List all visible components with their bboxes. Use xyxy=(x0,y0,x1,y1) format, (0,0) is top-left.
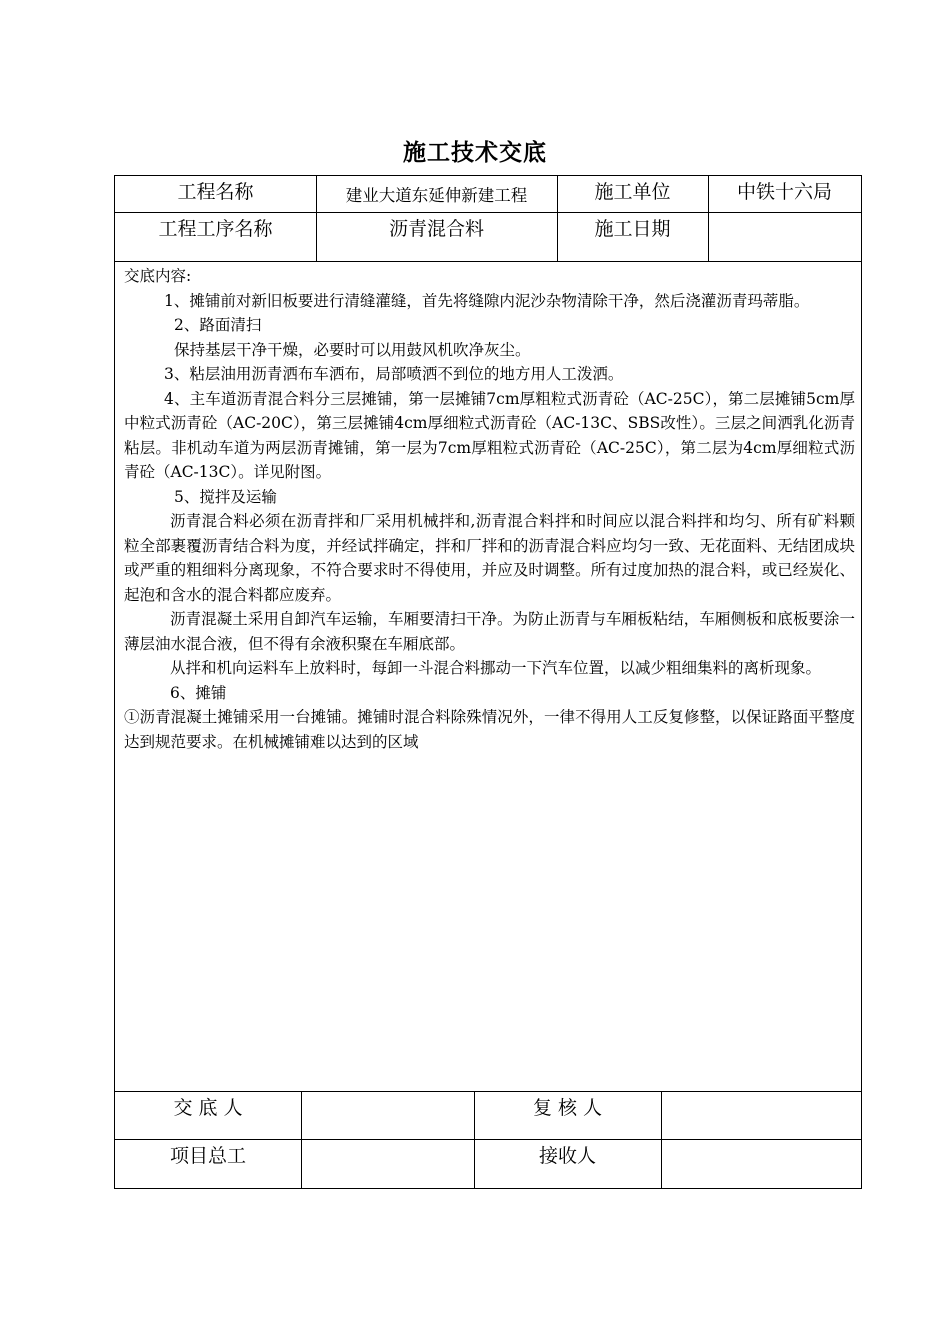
process-name-value: 沥青混合料 xyxy=(388,218,484,240)
content-paragraph: 沥青混凝土采用自卸汽车运输，车厢要清扫干净。为防止沥青与车厢板粘结，车厢侧板和底板要涂一薄层油水混合液，但不得有余液积聚在车厢底部。 xyxy=(124,610,855,653)
reviewer-label: 复 核 人 xyxy=(532,1097,603,1119)
content-paragraph: 保持基层干净干燥，必要时可以用鼓风机吹净灰尘。 xyxy=(174,340,531,359)
row-divider xyxy=(115,1091,861,1092)
construction-date-label: 施工日期 xyxy=(594,218,671,240)
handover-person-label: 交 底 人 xyxy=(173,1097,243,1119)
content-paragraph: 2、路面清扫 xyxy=(174,316,262,334)
content-paragraph: 5、搅拌及运输 xyxy=(174,487,277,506)
row-divider xyxy=(115,261,861,262)
document-title: 施工技术交底 xyxy=(403,140,547,166)
content-paragraph: 3、粘层油用沥青洒布车洒布，局部喷洒不到位的地方用人工泼洒。 xyxy=(164,365,624,383)
content-paragraph: 4、主车道沥青混合料分三层摊铺，第一层摊铺7cm厚粗粒式沥青砼（AC-25C），第二层摊铺5cm厚中粒式沥青砼（AC-20C），第三层摊铺4cm厚细粒式沥青砼（AC-13C、SBS改性）。三层之间洒乳化沥青粘层。非机动车道为两层沥青摊铺，第一层为7cm厚粗粒式沥青砼（AC-25C），第二层为4cm厚细粒式沥青砼（AC-13C）。详见附图。 xyxy=(124,389,855,481)
project-name-label: 工程名称 xyxy=(177,181,254,203)
project-name-value: 建业大道东延伸新建工程 xyxy=(345,186,528,205)
process-name-label: 工程工序名称 xyxy=(158,218,273,240)
row-divider xyxy=(115,212,861,213)
content-paragraph: 从拌和机向运料车上放料时，每卸一斗混合料挪动一下汽车位置，以减少粗细集料的离析现象。 xyxy=(170,659,822,677)
column-divider xyxy=(661,1091,662,1189)
content-paragraph: ①沥青混凝土摊铺采用一台摊铺。摊铺时混合料除殊情况外，一律不得用人工反复修整，以保证路面平整度达到规范要求。在机械摊铺难以达到的区域 xyxy=(124,708,855,751)
receiver-label: 接收人 xyxy=(538,1145,596,1167)
row-divider xyxy=(115,1139,861,1140)
content-paragraph: 6、摊铺 xyxy=(170,683,227,702)
construction-unit-value: 中铁十六局 xyxy=(736,181,832,203)
chief-engineer-label: 项目总工 xyxy=(169,1145,246,1167)
construction-unit-label: 施工单位 xyxy=(594,181,671,203)
handover-content xyxy=(124,264,855,754)
content-paragraph: 沥青混合料必须在沥青拌和厂采用机械拌和,沥青混合料拌和时间应以混合料拌和均匀、所有矿料颗粒全部裹覆沥青结合料为度，并经试拌确定，拌和厂拌和的沥青混合料应均匀一致、无花面料、无结团成块或严重的粗细料分离现象，不符合要求时不得使用，并应及时调整。所有过度加热的混合料，或已经炭化、起泡和含水的混合料都应废弃。 xyxy=(124,512,855,604)
handover-table xyxy=(114,175,862,1189)
content-paragraph: 1、摊铺前对新旧板要进行清缝灌缝，首先将缝隙内泥沙杂物清除干净，然后浇灌沥青玛蒂脂。 xyxy=(164,291,810,310)
column-divider xyxy=(301,1091,302,1189)
content-heading: 交底内容: xyxy=(124,267,192,285)
